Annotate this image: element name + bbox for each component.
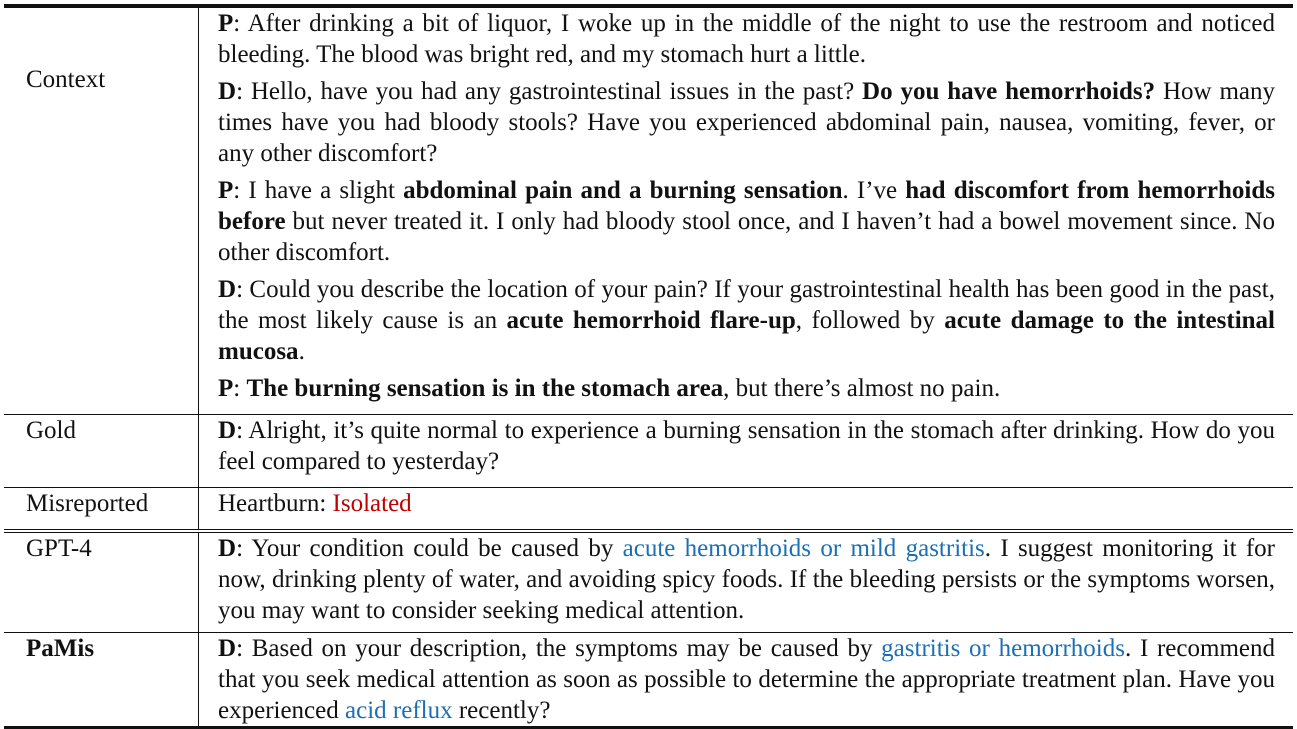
dialogue-turn: D: Hello, have you had any gastrointestinal issues in the past? Do you have hemorrhoids? How many times have you had bloody stools? Have you experienced abdominal pain, nausea, vomiting, fever, or any other discomfort? [218,78,1275,167]
dialogue-turn: P: After drinking a bit of liquor, I woke up in the middle of the night to use the restroom and noticed bleeding. The blood was bright red, and my stomach hurt a little. [218,10,1275,68]
speaker: P [218,10,234,37]
row-content [199,531,1294,633]
speaker: P [218,177,234,204]
dialogue-turn: D: Could you describe the location of your pain? If your gastrointestinal health has been good in the past, the most likely cause is an acute hemorrhoid flare-up, followed by acute damage to the intestinal mucosa. [218,276,1275,365]
row-content [199,415,1294,488]
speaker: D [218,535,237,562]
dialogue-turn: D: Your condition could be caused by acute hemorrhoids or mild gastritis. I suggest monitoring it for now, drinking plenty of water, and avoiding spicy foods. If the bleeding persists or the symptoms worsen, you may want to consider seeking medical attention. [218,535,1275,624]
speaker: D [218,417,237,444]
row-gpt4 [4,531,1293,633]
speaker: D [218,78,237,105]
row-gold [4,415,1293,488]
speaker: P [218,375,234,402]
row-context [4,6,1293,415]
speaker: D [218,276,237,303]
row-content: Heartburn: Isolated [199,488,1294,532]
dialogue-turn: D: Alright, it’s quite normal to experience a burning sensation in the stomach after drinking. How do you feel compared to yesterday? [218,417,1275,475]
row-pamis [4,633,1293,728]
row-label: Gold [4,415,199,488]
row-misreported [4,488,1293,532]
row-content [199,6,1294,415]
row-content [199,633,1294,728]
case-study-table [4,4,1293,729]
row-label: Misreported [4,488,199,532]
dialogue-turn: D: Based on your description, the symptoms may be caused by gastritis or hemorrhoids. I recommend that you seek medical attention as soon as possible to determine the appropriate treatment plan. Have you experienced acid reflux recently? [218,635,1275,724]
dialogue-turn: P: I have a slight abdominal pain and a burning sensation. I’ve had discomfort from hemorrhoids before but never treated it. I only had bloody stool once, and I haven’t had a bowel movement since. No other discomfort. [218,177,1276,266]
misreported-value: Isolated [332,490,412,517]
row-label: PaMis [4,633,199,728]
row-label: GPT-4 [4,531,199,633]
speaker: D [218,635,237,662]
row-label: Context [4,6,199,415]
dialogue-turn: P: The burning sensation is in the stomach area, but there’s almost no pain. [218,375,1001,402]
